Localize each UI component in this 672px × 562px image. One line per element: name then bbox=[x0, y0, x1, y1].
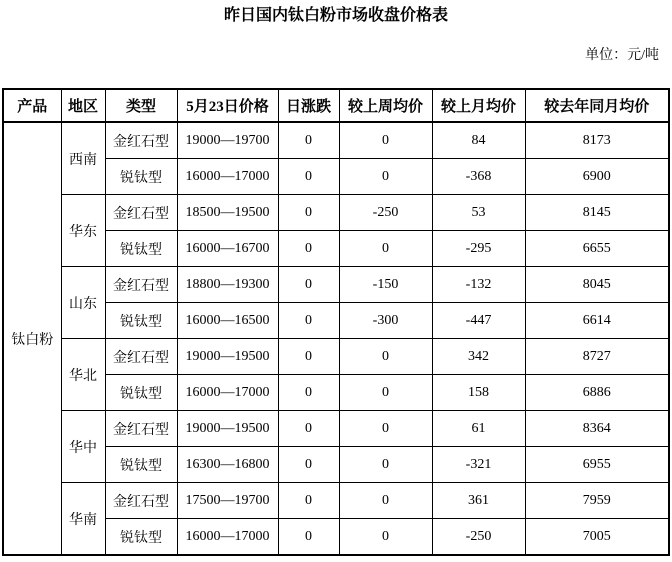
column-header-price: 5月23日价格 bbox=[177, 89, 278, 122]
cell-price: 16000—17000 bbox=[177, 159, 278, 195]
cell-price: 19000—19500 bbox=[177, 411, 278, 447]
column-header-region: 地区 bbox=[61, 89, 105, 122]
column-header-product: 产品 bbox=[3, 89, 61, 122]
cell-type: 金红石型 bbox=[105, 483, 177, 519]
cell-region: 华南 bbox=[61, 483, 105, 556]
cell-vs-last-week: 0 bbox=[339, 159, 432, 195]
cell-region: 华北 bbox=[61, 339, 105, 411]
cell-vs-last-year-month: 7005 bbox=[525, 519, 669, 556]
cell-daily-change: 0 bbox=[278, 519, 339, 556]
cell-type: 锐钛型 bbox=[105, 159, 177, 195]
page-title: 昨日国内钛白粉市场收盘价格表 bbox=[223, 7, 448, 24]
cell-daily-change: 0 bbox=[278, 375, 339, 411]
cell-daily-change: 0 bbox=[278, 159, 339, 195]
cell-type: 金红石型 bbox=[105, 411, 177, 447]
cell-region: 山东 bbox=[61, 267, 105, 339]
cell-region: 华中 bbox=[61, 411, 105, 483]
table-row bbox=[3, 195, 669, 231]
unit-label: 单位：元/吨 bbox=[585, 48, 659, 63]
cell-vs-last-month: -321 bbox=[432, 447, 525, 483]
cell-vs-last-week: 0 bbox=[339, 519, 432, 556]
cell-price: 16000—17000 bbox=[177, 519, 278, 556]
cell-price: 16000—17000 bbox=[177, 375, 278, 411]
cell-type: 锐钛型 bbox=[105, 375, 177, 411]
cell-daily-change: 0 bbox=[278, 231, 339, 267]
column-header-vs-last-week: 较上周均价 bbox=[339, 89, 432, 122]
cell-vs-last-year-month: 7959 bbox=[525, 483, 669, 519]
cell-daily-change: 0 bbox=[278, 267, 339, 303]
header-row bbox=[3, 89, 669, 122]
cell-type: 锐钛型 bbox=[105, 447, 177, 483]
cell-vs-last-year-month: 6614 bbox=[525, 303, 669, 339]
cell-vs-last-year-month: 8173 bbox=[525, 122, 669, 159]
cell-price: 16300—16800 bbox=[177, 447, 278, 483]
column-header-type: 类型 bbox=[105, 89, 177, 122]
cell-vs-last-month: -132 bbox=[432, 267, 525, 303]
cell-product: 钛白粉 bbox=[3, 122, 61, 555]
cell-vs-last-month: 84 bbox=[432, 122, 525, 159]
cell-price: 19000—19500 bbox=[177, 339, 278, 375]
cell-price: 18800—19300 bbox=[177, 267, 278, 303]
cell-price: 16000—16500 bbox=[177, 303, 278, 339]
cell-vs-last-week: -150 bbox=[339, 267, 432, 303]
cell-daily-change: 0 bbox=[278, 122, 339, 159]
cell-region: 华东 bbox=[61, 195, 105, 267]
cell-price: 19000—19700 bbox=[177, 122, 278, 159]
table-row bbox=[3, 267, 669, 303]
cell-type: 锐钛型 bbox=[105, 519, 177, 556]
cell-vs-last-week: 0 bbox=[339, 447, 432, 483]
cell-vs-last-year-month: 6655 bbox=[525, 231, 669, 267]
cell-price: 18500—19500 bbox=[177, 195, 278, 231]
cell-vs-last-week: -250 bbox=[339, 195, 432, 231]
cell-type: 锐钛型 bbox=[105, 231, 177, 267]
column-header-vs-last-year-month: 较去年同月均价 bbox=[525, 89, 669, 122]
cell-vs-last-month: 61 bbox=[432, 411, 525, 447]
price-table bbox=[2, 88, 670, 556]
cell-vs-last-year-month: 6886 bbox=[525, 375, 669, 411]
cell-vs-last-year-month: 8045 bbox=[525, 267, 669, 303]
cell-vs-last-year-month: 6955 bbox=[525, 447, 669, 483]
cell-vs-last-week: 0 bbox=[339, 483, 432, 519]
table-row bbox=[3, 411, 669, 447]
cell-type: 金红石型 bbox=[105, 339, 177, 375]
cell-vs-last-year-month: 6900 bbox=[525, 159, 669, 195]
cell-daily-change: 0 bbox=[278, 339, 339, 375]
column-header-vs-last-month: 较上月均价 bbox=[432, 89, 525, 122]
cell-vs-last-year-month: 8727 bbox=[525, 339, 669, 375]
cell-vs-last-month: -368 bbox=[432, 159, 525, 195]
table-row bbox=[3, 483, 669, 519]
column-header-daily-change: 日涨跌 bbox=[278, 89, 339, 122]
cell-vs-last-week: 0 bbox=[339, 122, 432, 159]
cell-type: 金红石型 bbox=[105, 267, 177, 303]
cell-vs-last-month: -295 bbox=[432, 231, 525, 267]
cell-vs-last-year-month: 8145 bbox=[525, 195, 669, 231]
cell-vs-last-month: 158 bbox=[432, 375, 525, 411]
cell-daily-change: 0 bbox=[278, 195, 339, 231]
cell-vs-last-week: 0 bbox=[339, 375, 432, 411]
table-row bbox=[3, 122, 669, 159]
cell-vs-last-year-month: 8364 bbox=[525, 411, 669, 447]
cell-daily-change: 0 bbox=[278, 411, 339, 447]
cell-vs-last-week: 0 bbox=[339, 411, 432, 447]
cell-type: 金红石型 bbox=[105, 195, 177, 231]
cell-vs-last-month: 342 bbox=[432, 339, 525, 375]
cell-vs-last-month: 361 bbox=[432, 483, 525, 519]
cell-daily-change: 0 bbox=[278, 303, 339, 339]
cell-vs-last-month: -250 bbox=[432, 519, 525, 556]
cell-daily-change: 0 bbox=[278, 483, 339, 519]
cell-daily-change: 0 bbox=[278, 447, 339, 483]
cell-price: 17500—19700 bbox=[177, 483, 278, 519]
cell-type: 金红石型 bbox=[105, 122, 177, 159]
cell-region: 西南 bbox=[61, 122, 105, 195]
cell-vs-last-week: 0 bbox=[339, 231, 432, 267]
cell-vs-last-week: 0 bbox=[339, 339, 432, 375]
cell-type: 锐钛型 bbox=[105, 303, 177, 339]
table-row bbox=[3, 339, 669, 375]
cell-vs-last-month: -447 bbox=[432, 303, 525, 339]
cell-price: 16000—16700 bbox=[177, 231, 278, 267]
cell-vs-last-week: -300 bbox=[339, 303, 432, 339]
cell-vs-last-month: 53 bbox=[432, 195, 525, 231]
